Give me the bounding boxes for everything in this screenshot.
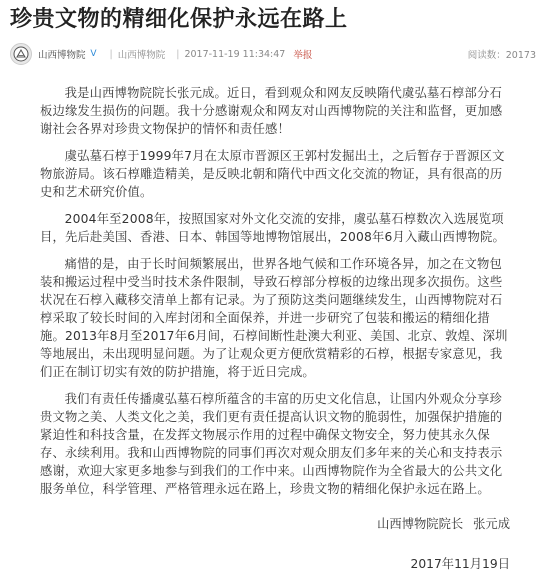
meta-divider: | — [109, 48, 113, 60]
source-label[interactable]: 山西博物院 — [117, 50, 166, 61]
meta-divider: | — [176, 48, 180, 60]
paragraph: 我是山西博物院院长张元成。近日，看到观众和网友反映隋代虞弘墓石椁部分石板边缘发生损伤的问题。我十分感谢观众和网友对山西博物院的关注和监督，更加感谢社会各界对珍贵文物保护的情怀和责任感！ — [40, 86, 503, 136]
signature: 山西博物院院长 张元成 — [377, 517, 510, 531]
paragraph: 痛惜的是，由于长时间频繁展出，世界各地气候和工作环境各异，加之在文物包装和搬运过程中受当时技术条件限制，导致石椁部分椁板的边缘出现多次损伤。这些状况在石椁入藏移交清单上都有记录。为了预防这类问题继续发生，山西博物院对石椁采取了较长时间的入库封闭和全面保养，并进一步研究了包装和搬运的精细化措施。2013年8月至2017年6月间，石椁间断性赴澳大利亚、美国、北京、敦煌、深圳等地展出，未出现明显问题。为了让观众更方便欣赏精彩的石椁，根据专家意见，我们正在制订切实有效的防护措施，将于近日完成。 — [40, 257, 508, 379]
article-body — [10, 84, 540, 498]
signature-date: 2017年11月19日 — [410, 557, 510, 571]
author-name[interactable]: 山西博物院 — [38, 50, 86, 61]
museum-logo-icon — [13, 46, 29, 62]
paragraph: 虞弘墓石椁于1999年7月在太原市晋源区王郭村发掘出土，之后暂存于晋源区文物旅游局。该石椁雕造精美，是反映北朝和隋代中西文化交流的物证，具有很高的历史和艺术研究价值。 — [40, 149, 505, 199]
article-title: 珍贵文物的精细化保护永远在路上 — [10, 7, 348, 32]
article-meta — [10, 42, 540, 66]
avatar[interactable] — [10, 43, 32, 65]
view-count: 阅读数：20173 — [467, 50, 536, 61]
report-link[interactable]: 举报 — [293, 50, 313, 61]
paragraph: 我们有责任传播虞弘墓石椁所蕴含的丰富的历史文化信息，让国内外观众分享珍贵文物之美、人类文化之美，我们更有责任提高认识文物的脆弱性，加强保护措施的紧迫性和科技含量，在发挥文物展示作用的过程中确保文物安全，努力使其永久保存、永续利用。我和山西博物院的同事们再次对观众朋友们多年来的关心和支持表示感谢，欢迎大家更多地参与到我们的工作中来。山西博物院作为全省最大的公共文化服务单位，科学管理、严格管理永远在路上，珍贵文物的精细化保护永远在路上。 — [40, 392, 503, 496]
paragraph: 2004年至2008年，按照国家对外文化交流的安排，虞弘墓石椁数次入选展览项目，先后赴美国、香港、日本、韩国等地博物馆展出，2008年6月入藏山西博物院。 — [40, 212, 506, 244]
publish-time: 2017-11-19 11:34:47 — [184, 48, 286, 60]
verified-v-icon: V — [90, 49, 97, 59]
